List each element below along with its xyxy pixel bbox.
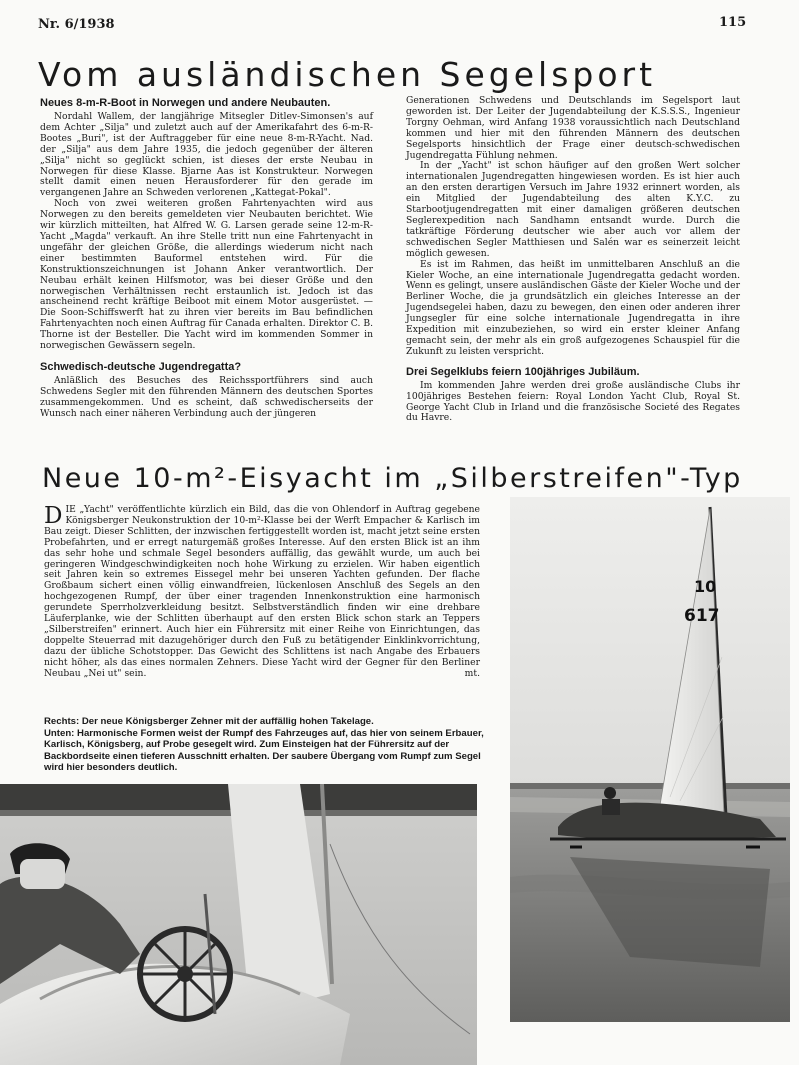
paragraph: Noch von zwei weiteren großen Fahrtenyachten wird aus Norwegen zu den bereits gemeldeten vier Neubauten berichtet. Wie wir kürzlich mitteilten, hat Alfred W. G. Larsen gerade seine 12-m-R-Yacht „Magda" verkauft. An ihre Stelle tritt nun eine Fahrtenyacht in ungefähr der gleichen Größe, die allerdings wiederum nicht nach einer bestimmten Bauformel entstehen wird. Für die Konstruktionszeichnungen ist Johann Anker verantwortlich. Der Neubau erhält keinen Hilfsmotor, was bei dieser Größe und den norwegischen Verhältnissen recht erstaunlich ist. Jedoch ist das anscheinend recht kräftige Beiboot mit einem Motor ausgerüstet. — Die Soon-Schiffswerft hat zu ihren vier bereits im Bau befindlichen Fahrtenyachten noch einen Auftrag für Canada erhalten. Direktor C. B. Thorne ist der Besteller. Die Yacht wird im kommenden Sommer in norwegischen Gewässern segeln. — [40, 198, 373, 352]
photo-cockpit-wheel — [0, 784, 477, 1065]
paragraph: Es ist im Rahmen, das heißt im unmittelbaren Anschluß an die Kieler Woche, an eine internationale Jugendregatta gedacht worden. Wenn es gelingt, unsere ausländischen Gäste der Kieler Woche und der Berliner Woche, die ja grundsätzlich ein gleiches Interesse an der Jugendsegelei haben, dazu zu bewegen, den einen oder anderen ihrer Jungsegler für eine solche internationale Jugendregatta in ihre Expedition mit einzubeziehen, so wird ein erster kleiner Anfang gemacht sein, der mehr als ein groß aufgezogenes Schauspiel für die Zukunft zu leisten verspricht. — [406, 258, 740, 357]
article2-body — [44, 505, 480, 680]
drop-cap: D — [44, 503, 63, 529]
section-heading-neubauten: Neues 8-m-R-Boot in Norwegen und andere Neubauten. — [40, 97, 331, 109]
caption-right: Rechts: Der neue Königsberger Zehner mit der auffällig hohen Takelage. — [44, 716, 374, 727]
article2-text: IE „Yacht" veröffentlichte kürzlich ein Bild, das die von Ohlendorf in Auftrag gegebene Königsberger Neukonstruktion der 10-m²-Klasse bei der Werft Empacher & Karlisch im Bau zeigt. Dieser Schlitten, der inzwischen fertiggestellt worden ist, macht jetzt seine ersten Probefahrten, und er erregt naturgemäß großes Interesse. Auf den ersten Blick ist an ihm das sehr hohe und schmale Segel besonders auffällig, das gewählt wurde, um auch bei geringeren Windgeschwindigkeiten noch hohe Wirkung zu erzielen. Wir haben eigentlich seit Jahren kein so extremes Eissegel mehr bei unseren Yachten gefunden. Der flache Großbaum sichert einen völlig einwandfreien, lückenlosen Anschluß des Segels an den hochgezogenen Rumpf, der über einer tragenden Innenkonstruktion eine harmonisch gerundete Sperrholzverkleidung besitzt. Selbstverständlich finden wir eine drehbare Läuferplanke, wie der Schlitten überhaupt auf den ersten Blick schon stark an Teppers „Silberstreifen" erinnert. Auch hier ein Führersitz mit einer Reihe von Einrichtungen, das doppelte Steuerrad mit dazugehöriger durch den Fuß zu betätigender Einklinkvorrichtung, dazu der übliche Schotstopper. Das Gewicht des Schlittens ist nach Angabe des Erbauers nicht höher, als das eines normalen Zehners. Diese Yacht wird der Gegner für den Berliner Neubau „Nei ut" sein. — [44, 504, 480, 679]
article-title: Vom ausländischen Segelsport — [38, 55, 657, 94]
article2-title: Neue 10-m²-Eisyacht im „Silberstreifen"-Typ — [42, 463, 743, 494]
paragraph: Anläßlich des Besuches des Reichssportführers sind auch Schwedens Segler mit den führenden Männern des deutschen Sportes zusammengekommen. Und es scheint, daß schwedischerseits der Wunsch nach einer näheren Verbindung auch der jüngeren — [40, 374, 373, 419]
photo-caption — [44, 716, 484, 774]
paragraph: Im kommenden Jahre werden drei große ausländische Clubs ihr 100jähriges Bestehen feiern: Royal London Yacht Club, Royal St. George Yacht Club in Irland und die französische Societé des Regates du Havre. — [406, 379, 740, 424]
section-heading-jugendregatta: Schwedisch-deutsche Jugendregatta? — [40, 360, 242, 373]
issue-number: Nr. 6/1938 — [38, 17, 115, 32]
caption-below: Unten: Harmonische Formen weist der Rumpf des Fahrzeuges auf, das hier von seinem Erbauer, Karlisch, Königsberg, auf Probe gesegelt wird. Zum Einsteigen hat der Führersitz auf der Backbordseite einen tieferen Ausschnitt erhalten. Der saubere Übergang vom Rumpf zum Segel wird hier besonders deutlich. — [44, 727, 484, 773]
sail-number: 617 — [684, 606, 720, 626]
section-heading-jubilaeum: Drei Segelklubs feiern 100jähriges Jubiläum. — [406, 365, 640, 378]
paragraph: In der „Yacht" ist schon häufiger auf den großen Wert solcher internationalen Jugendregatten hingewiesen worden. Es ist hier auch an den ersten derartigen Versuch im Jahre 1932 erinnert worden, als ein Mitglied der Jugendabteilung des alten K.Y.C. zu Starbootjugendregatten mit einer damaligen größeren deutschen Seglerexpedition nach Sandhamn entsandt wurde. Durch die tatkräftige Förderung deutscher wie aber auch vor allem der schwedischen Segler Matthiesen und Salén war es seinerzeit leicht möglich gewesen. — [406, 160, 740, 259]
paragraph: Generationen Schwedens und Deutschlands im Segelsport laut geworden ist. Der Leiter der Jugendabteilung der K.S.S.S., Ingenieur Torgny Oehman, wird Anfang 1938 voraussichtlich nach Deutschland kommen und hier mit den führenden Männern des deutschen Segelsports hinsichtlich der Frage einer deutsch-schwedischen Jugendregatta Fühlung nehmen. — [406, 95, 740, 161]
sail-number: 10 — [694, 577, 717, 596]
author-signature: mt. — [464, 667, 480, 679]
article1-right-column — [406, 96, 740, 424]
article1-left-column — [40, 97, 373, 420]
photo-iceyacht-sail — [510, 497, 790, 1022]
page-number: 115 — [719, 15, 747, 30]
paragraph: Nordahl Wallem, der langjährige Mitsegler Ditlev-Simonsen's auf dem Achter „Silja" und zuletzt auch auf der Amerikafahrt des 6-m-R-Bootes „Buri", ist der Auftraggeber für eine neue 8-m-R-Yacht. Nad. der „Silja" aus dem Jahre 1935, die jedoch gegenüber der älteren „Silja" nicht so geglückt schien, ist dieses der erste Neubau in Norwegen für diese Klasse. Bjarne Aas ist Konstrukteur. Norwegen stellt damit einen neuen Herausforderer für den gerade im vergangenen Jahre an Schweden verlorenen „Kattegat-Pokal". — [40, 111, 373, 199]
